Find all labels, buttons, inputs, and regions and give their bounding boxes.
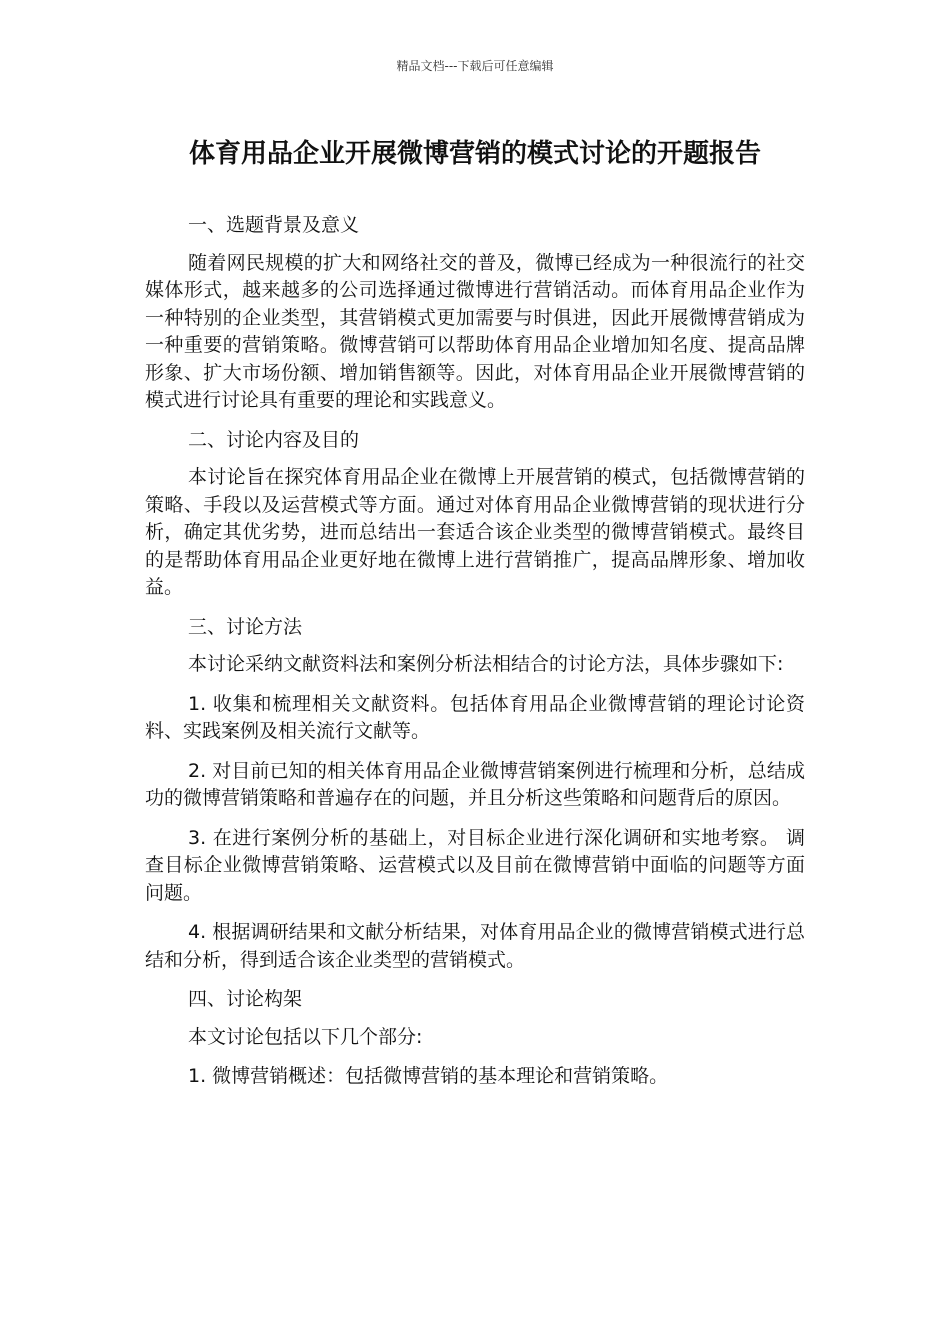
method-step-3: 3. 在进行案例分析的基础上，对目标企业进行深化调研和实地考察。 调查目标企业微博营销策略、运营模式以及目前在微博营销中面临的问题等方面问题。 [145,826,805,904]
document-title: 体育用品企业开展微博营销的模式讨论的开题报告 [188,139,761,169]
section-heading-content-purpose: 二、讨论内容及目的 [188,428,360,451]
paragraph-method-intro: 本讨论采纳文献资料法和案例分析法相结合的讨论方法，具体步骤如下: [188,653,784,675]
page-header: 精品文档---下载后可任意编辑 [396,59,554,73]
paragraph-background: 随着网民规模的扩大和网络社交的普及，微博已经成为一种很流行的社交媒体形式，越来越多的公司选择通过微博进行营销活动。而体育用品企业作为一种特别的企业类型，其营销模式更加需要与时俱进，因此开展微博营销成为一种重要的营销策略。微博营销可以帮助体育用品企业增加知名度、提高品牌形象、扩大市场份额、增加销售额等。因此，对体育用品企业开展微博营销的模式进行讨论具有重要的理论和实践意义。 [145,251,805,411]
method-step-2: 2. 对目前已知的相关体育用品企业微博营销案例进行梳理和分析，总结成功的微博营销策略和普遍存在的问题，并且分析这些策略和问题背后的原因。 [145,759,805,809]
document-body [145,212,805,1103]
paragraph-content-purpose: 本讨论旨在探究体育用品企业在微博上开展营销的模式，包括微博营销的策略、手段以及运营模式等方面。通过对体育用品企业微博营销的现状进行分析，确定其优劣势，进而总结出一套适合该企业类型的微博营销模式。最终目的是帮助体育用品企业更好地在微博上进行营销推广，提高品牌形象、增加收益。 [145,466,805,598]
paragraph-framework-intro: 本文讨论包括以下几个部分: [188,1025,423,1048]
method-step-4: 4. 根据调研结果和文献分析结果，对体育用品企业的微博营销模式进行总结和分析，得到适合该企业类型的营销模式。 [145,921,805,971]
method-step-1: 1. 收集和梳理相关文献资料。包括体育用品企业微博营销的理论讨论资料、实践案例及相关流行文献等。 [145,692,805,742]
section-heading-method: 三、讨论方法 [188,615,303,638]
section-heading-framework: 四、讨论构架 [188,988,303,1010]
section-heading-background: 一、选题背景及意义 [188,214,360,236]
framework-part-1: 1. 微博营销概述：包括微博营销的基本理论和营销策略。 [188,1065,669,1087]
